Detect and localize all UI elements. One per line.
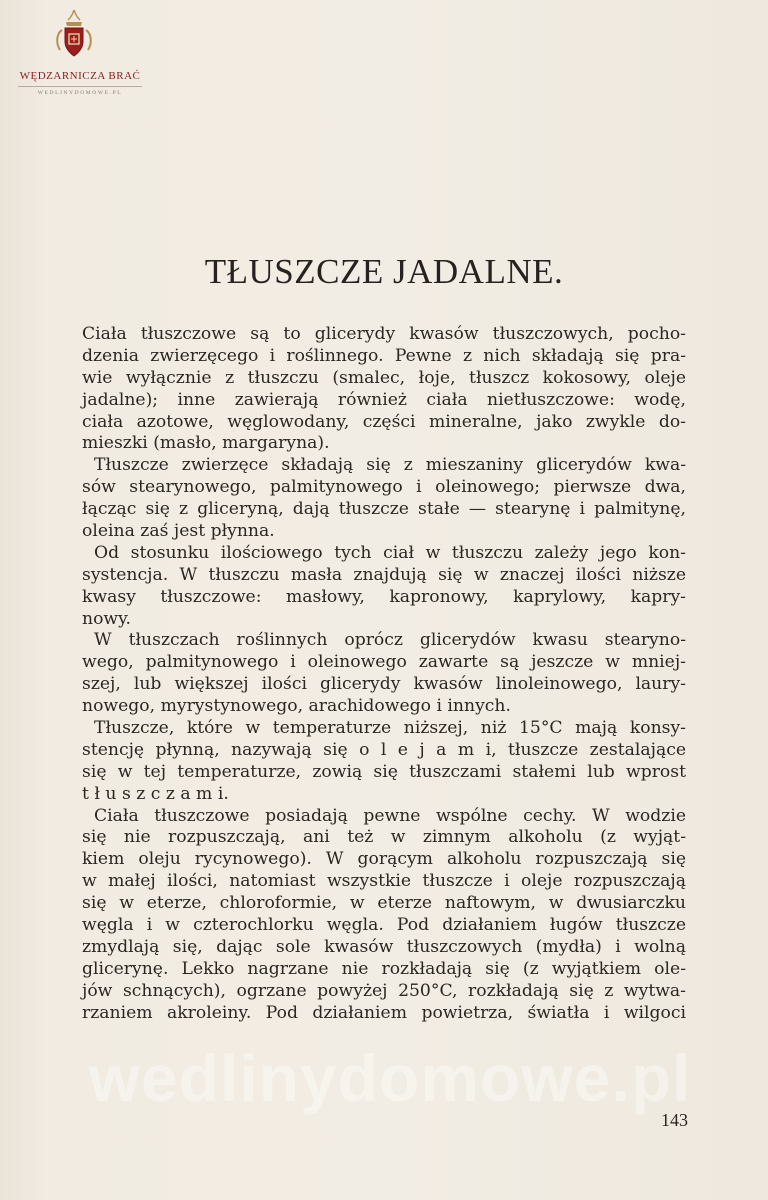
crest-icon	[54, 8, 94, 64]
text-line: się nie rozpuszczają, ani też w zimnym alkoholu (z wyjąt-	[82, 827, 686, 848]
text-line: nowy.	[82, 608, 132, 629]
text-line: kwasy tłuszczowe: masłowy, kapronowy, kaprylowy, kapry-	[82, 586, 686, 607]
page-number: 143	[661, 1110, 688, 1130]
text-line: stencję płynną, nazywają się o l e j a m i, tłuszcze zestalające	[82, 739, 686, 760]
watermark: wedlinydomowe.pl	[88, 1041, 692, 1115]
text-line: systencja. W tłuszczu masła znajdują się w znaczej ilości niższe	[82, 564, 686, 585]
logo-divider	[18, 86, 142, 87]
text-line: łącząc się z gliceryną, dają tłuszcze stałe — stearynę i palmitynę,	[82, 499, 686, 520]
text-line: węgla i w czterochlorku węgla. Pod działaniem ługów tłuszcze	[82, 915, 686, 936]
text-line: nowego, myrystynowego, arachidowego i innych.	[82, 696, 511, 717]
text-line: wie wyłącznie z tłuszczu (smalec, łoje, tłuszcz kokosowy, oleje	[82, 367, 686, 388]
body-text	[82, 324, 686, 1025]
logo-url: WEDLINYDOMOWE.PL	[37, 90, 123, 96]
text-line: zmydlają się, dając sole kwasów tłuszczowych (mydła) i wolną	[82, 936, 686, 957]
page-title: TŁUSZCZE JADALNE.	[204, 252, 564, 291]
text-line: glicerynę. Lekko nagrzane nie rozkładają się (z wyjątkiem ole-	[82, 958, 686, 979]
text-line: się w tej temperaturze, zowią się tłuszczami stałemi lub wprost	[82, 761, 686, 782]
logo-name: WĘDZARNICZA BRAĆ	[19, 70, 141, 82]
text-line: Tłuszcze zwierzęce składają się z mieszaniny glicerydów kwa-	[94, 455, 686, 476]
text-line: szej, lub większej ilości glicerydy kwasów linoleinowego, laury-	[82, 674, 686, 695]
text-line: dzenia zwierzęcego i roślinnego. Pewne z nich składają się pra-	[82, 345, 686, 366]
text-line: ciała azotowe, węglowodany, części mineralne, jako zwykle do-	[82, 411, 686, 432]
text-line: w małej ilości, natomiast wszystkie tłuszcze i oleje rozpuszczają	[82, 871, 686, 892]
text-line: sów stearynowego, palmitynowego i oleinowego; pierwsze dwa,	[82, 477, 686, 498]
text-line: mieszki (masło, margaryna).	[82, 433, 330, 454]
text-line: jów schnących), ogrzane powyżej 250°C, rozkładają się z wytwa-	[82, 980, 686, 1001]
text-line: jadalne); inne zawierają również ciała nietłuszczowe: wodę,	[82, 389, 686, 410]
text-line: Od stosunku ilościowego tych ciał w tłuszczu zależy jego kon-	[94, 542, 686, 563]
text-line: się w eterze, chloroformie, w eterze naftowym, w dwusiarczku	[82, 893, 686, 914]
text-line: Tłuszcze, które w temperaturze niższej, niż 15°C mają konsy-	[94, 718, 686, 739]
text-line: t ł u s z c z a m i.	[82, 783, 229, 804]
text-line: rzaniem akroleiny. Pod działaniem powietrza, światła i wilgoci	[82, 1002, 686, 1023]
text-line: Ciała tłuszczowe posiadają pewne wspólne cechy. W wodzie	[94, 805, 686, 826]
site-logo[interactable]	[14, 8, 141, 98]
text-line: kiem oleju rycynowego). W gorącym alkoholu rozpuszczają się	[82, 849, 686, 870]
text-line: W tłuszczach roślinnych oprócz glicerydów kwasu stearyno-	[94, 630, 686, 651]
text-line: Ciała tłuszczowe są to glicerydy kwasów tłuszczowych, pocho-	[82, 324, 686, 344]
text-line: oleina zaś jest płynna.	[82, 521, 275, 542]
text-line: wego, palmitynowego i oleinowego zawarte są jeszcze w mniej-	[82, 652, 686, 673]
